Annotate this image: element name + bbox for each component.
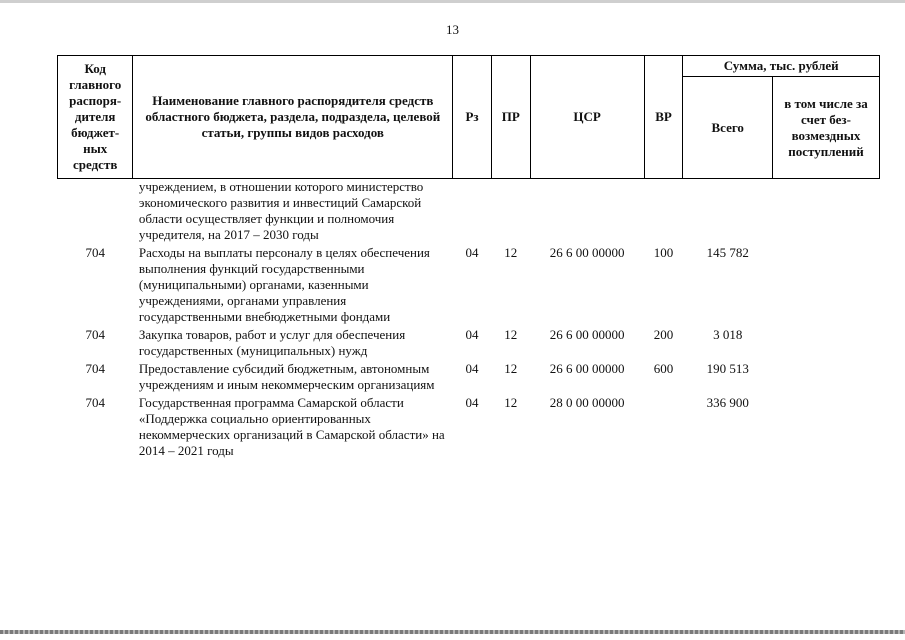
scan-edge-top (0, 0, 905, 3)
cell-free-receipts (773, 179, 880, 244)
table-body (58, 179, 880, 460)
cell-free-receipts (773, 393, 880, 459)
budget-table (57, 55, 880, 459)
cell-csr: 26 6 00 00000 (549, 245, 625, 260)
cell-total (683, 179, 773, 244)
cell-vr (644, 393, 683, 459)
cell-total: 190 513 (706, 361, 749, 376)
table-header (58, 56, 880, 179)
header-free-receipts: в том числе за счет без-возмездных поступлений (773, 77, 880, 179)
cell-rz: 04 (465, 361, 479, 376)
cell-rz (453, 179, 492, 244)
cell-name: Государственная программа Самарской области «Поддержка социально ориентированных некоммерческих организаций в Самарской области» на 2014 – 2021 годы (138, 395, 445, 458)
cell-name: учреждением, в отношении которого министерство экономического развития и инвестиций Самарской области осуществляет функции и полномочия учредителя, на 2017 – 2030 годы (138, 179, 424, 242)
header-total: Всего (683, 77, 773, 179)
header-pr: ПР (491, 56, 530, 179)
header-code: Код главного распоря-дителя бюджет-ных средств (58, 56, 133, 179)
cell-pr: 12 (504, 361, 518, 376)
cell-total: 145 782 (706, 245, 749, 260)
table-row (58, 359, 880, 393)
header-rz: Рз (453, 56, 492, 179)
cell-csr: 26 6 00 00000 (549, 361, 625, 376)
header-name: Наименование главного распорядителя средств областного бюджета, раздела, подраздела, целевой статьи, группы видов расходов (133, 56, 453, 179)
cell-vr: 600 (653, 361, 674, 376)
cell-pr: 12 (504, 245, 518, 260)
header-vr: ВР (644, 56, 683, 179)
table-row (58, 243, 880, 325)
header-csr: ЦСР (530, 56, 644, 179)
cell-free-receipts (773, 325, 880, 359)
header-sum-group: Сумма, тыс. рублей (683, 56, 880, 77)
cell-total: 3 018 (713, 327, 743, 342)
cell-vr (644, 179, 683, 244)
cell-code: 704 (85, 361, 105, 376)
cell-csr (530, 179, 644, 244)
cell-rz: 04 (465, 245, 479, 260)
cell-free-receipts (773, 359, 880, 393)
cell-free-receipts (773, 243, 880, 325)
cell-pr: 12 (504, 395, 518, 410)
page-number: 13 (446, 22, 459, 37)
cell-csr: 26 6 00 00000 (549, 327, 625, 342)
cell-code (58, 179, 133, 244)
table-row (58, 325, 880, 359)
cell-name: Предоставление субсидий бюджетным, автономным учреждениям и иным некоммерческим организациям (138, 361, 435, 392)
cell-pr (491, 179, 530, 244)
scan-edge-bottom (0, 630, 905, 634)
cell-rz: 04 (465, 327, 479, 342)
cell-code: 704 (85, 395, 105, 410)
table-row (58, 179, 880, 244)
cell-name: Закупка товаров, работ и услуг для обеспечения государственных (муниципальных) нужд (138, 327, 406, 358)
cell-vr: 100 (653, 245, 674, 260)
table-row (58, 393, 880, 459)
cell-csr: 28 0 00 00000 (549, 395, 625, 410)
cell-total: 336 900 (706, 395, 749, 410)
cell-rz: 04 (465, 395, 479, 410)
cell-pr: 12 (504, 327, 518, 342)
cell-name: Расходы на выплаты персоналу в целях обеспечения выполнения функций государственными (муниципальными) органами, казенными учреждениями, органами управления государственными внебюджетными фондами (138, 245, 430, 324)
cell-code: 704 (85, 245, 105, 260)
cell-vr: 200 (653, 327, 674, 342)
cell-code: 704 (85, 327, 105, 342)
